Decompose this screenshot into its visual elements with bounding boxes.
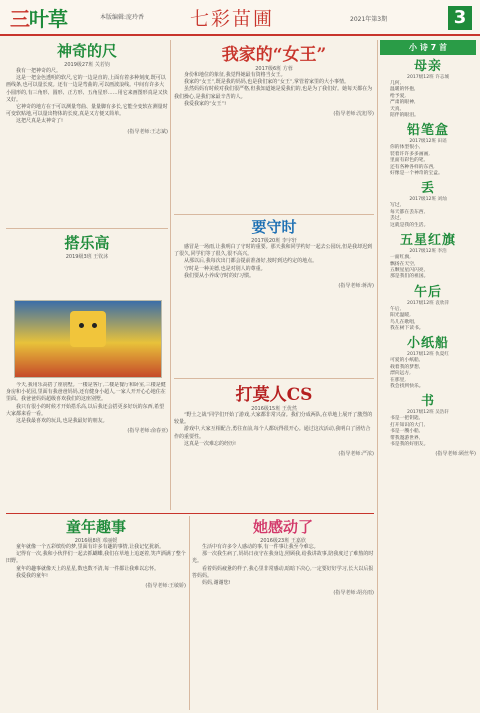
poem-line: 好像是一个神奇的宝盒。 xyxy=(390,171,443,177)
poem-line: 打开知识的大门, xyxy=(390,422,426,428)
paragraph: 我家的“女王”,既是我的妈妈,也是我们家的“女王”,掌管着家里的大小事情。 xyxy=(184,79,349,86)
poems-column xyxy=(380,40,476,710)
poem-line: 带我遨游世界, xyxy=(390,435,421,441)
poem-line: 那是我们的祖国。 xyxy=(390,274,429,280)
poem-line: 每天都在丢东西, xyxy=(390,209,426,215)
poem-line: 可爱的小纸船, xyxy=(390,358,421,364)
paragraph: 这真是一次难忘的经历! xyxy=(184,440,237,447)
teacher-signature: (指导老师:顾丝华) xyxy=(435,451,476,458)
poems-list xyxy=(380,55,476,448)
paragraph: 虽然妈妈有时候对我们很严格,但我知道她是爱我们的,也是为了我们好。她每天都在为我们操心,是我们家最辛苦的人。 xyxy=(174,86,373,100)
poem-item xyxy=(380,119,476,177)
page-header xyxy=(0,0,480,36)
article-childhood xyxy=(6,516,186,710)
paragraph: 我只有很小的时候才开始搭乐高,以后我还会搭更多好玩的东西,希望大家都来看一看。 xyxy=(6,403,165,417)
poem-line: 几何, xyxy=(390,81,402,86)
article-touched xyxy=(192,516,374,710)
lego-photo xyxy=(14,300,162,378)
article-title: 我家的“女王” xyxy=(221,45,327,65)
article-author: 2016级23班 王嘉欣 xyxy=(260,538,306,544)
article-author: 2019级3班 王钦沐 xyxy=(65,254,109,260)
article-title: 搭乐高 xyxy=(64,234,110,252)
teacher-signature: (指导老师:胡亮雨) xyxy=(333,590,374,597)
poem-author: 2017级12班 李浩 xyxy=(409,249,447,255)
article-title: 她感动了 xyxy=(252,518,313,536)
poem-item xyxy=(380,332,476,390)
paragraph: 那一次我生病了,妈妈日夜守在我身边,照顾我,给我讲故事,陪我度过了难熬的时光。 xyxy=(192,551,374,565)
article-queen xyxy=(174,40,374,212)
paragraph: 从那以后,我每次出门都会提前准备好,按时到达约定的地点。 xyxy=(184,258,318,265)
poem-title: 铅笔盒 xyxy=(406,123,449,139)
paragraph: 这把尺真是太神奇了! xyxy=(16,118,64,125)
poem-line: 书是一艘小船, xyxy=(390,429,421,435)
poem-author: 2017级12班 刘灿 xyxy=(409,197,447,203)
article-title: 神奇的尺 xyxy=(56,42,117,60)
poem-line: 阳光温暖, xyxy=(390,313,411,319)
teacher-signature: (指导老师:蒋涛) xyxy=(338,283,374,290)
poem-line: 丢过, xyxy=(390,216,402,222)
section-title: 七彩苗圃 xyxy=(190,8,275,30)
paragraph: 童年的趣事就像天上的星星,数也数不清,每一件都让我难以忘怀。 xyxy=(16,565,160,572)
paragraph: 记得有一次,我和小伙伴们一起去抓蝴蝶,我们在草地上追逐着,笑声洒满了整个田野。 xyxy=(6,551,186,565)
poem-author: 2017级12班 袁欣萍 xyxy=(407,300,449,306)
article-magic-ruler xyxy=(6,40,168,225)
page-number: 3 xyxy=(448,6,472,30)
poem-item xyxy=(380,177,476,229)
paragraph: 身份和地位的象征,我觉得她最有资格当女王。 xyxy=(184,72,286,78)
article-lego-body xyxy=(6,382,168,510)
poem-line: 漂向远方, xyxy=(390,371,411,377)
article-title: 打莫人CS xyxy=(235,385,313,405)
poem-line: 给予爱, xyxy=(390,93,406,99)
poem-line: 鸟儿在歌唱, xyxy=(390,319,416,325)
poem-item xyxy=(380,229,476,281)
poem-line: 这就是我的生活。 xyxy=(390,222,429,228)
article-title: 要守时 xyxy=(251,218,297,236)
poem-line: 温暖的怀抱, xyxy=(390,87,416,93)
paragraph: 我们要从小养成守时的好习惯。 xyxy=(184,272,255,279)
article-title: 童年趣事 xyxy=(65,518,126,536)
paragraph: 游戏中,大家互相配合,勇往直前,每个人都玩得很开心。通过这次活动,我明白了团结合作的重要性。 xyxy=(174,426,371,440)
poem-line: 载着我的梦想, xyxy=(390,364,421,370)
teacher-signature: (指导老师:严浓) xyxy=(338,451,374,458)
newspaper-logo: 三叶草 xyxy=(10,7,67,31)
paragraph: 我有一把神奇的尺。 xyxy=(16,68,62,74)
poem-item xyxy=(380,281,476,333)
article-author: 2017级20班 李宇轩 xyxy=(251,238,297,244)
poem-line: 里面有彩色的笔, xyxy=(390,158,426,164)
poem-title: 小纸船 xyxy=(406,336,449,352)
paragraph: 妈妈,谢谢您! xyxy=(202,580,231,587)
paragraph: 它神奇的地方在于可以测量弯曲、量量脚有多长,它能全变软在测量时可变软贴地,可以量出物体的长度,真是又方便又简单。 xyxy=(6,104,168,118)
teacher-signature: (指导老师:俞春亚) xyxy=(127,428,168,435)
poem-line: 在那里, xyxy=(390,377,406,383)
poem-author: 2017级12班 许志城 xyxy=(407,75,449,80)
poem-author: 2017级12班 田谣 xyxy=(409,139,447,145)
teacher-signature: (指导老师:王敏娇) xyxy=(145,583,186,590)
article-punctual xyxy=(174,216,374,376)
paragraph: 感冒是一场雨,让我明白了守时的重要。那天我和同学约好一起去公园玩,但是我却迟到了很久,同学们等了很久,很不高兴。 xyxy=(174,244,373,258)
poem-title: 书 xyxy=(420,394,435,410)
poem-line: 书是一把钥匙, xyxy=(390,416,421,422)
paragraph: 看着妈妈疲惫的样子,我心里非常感动,暗暗下决心,一定要好好学习,长大以后报答妈妈。 xyxy=(192,565,374,579)
poem-line: 天真, xyxy=(390,106,402,112)
poem-line: 陪伴的眼泪。 xyxy=(390,113,419,119)
poem-line: 写过, xyxy=(390,203,402,209)
poem-title: 五星红旗 xyxy=(399,233,456,249)
article-author: 2016级8班 邓丽媛 xyxy=(74,538,118,544)
paragraph: 守时是一种美德,也是对别人的尊重。 xyxy=(184,265,266,272)
teacher-signature: (指导老师:沈旭琴) xyxy=(333,111,374,118)
poem-line: 我在树下读书。 xyxy=(390,325,424,331)
teacher-signature: (指导老师:王志斌) xyxy=(127,128,168,135)
poem-line: 一面红旗, xyxy=(390,255,411,261)
poem-item xyxy=(380,390,476,448)
poem-title: 午后 xyxy=(413,284,442,300)
poem-line: 你的体型很小, xyxy=(390,145,421,151)
poem-item xyxy=(380,55,476,119)
poem-line: 午后, xyxy=(390,306,402,312)
poems-banner: 小 诗 7 首 xyxy=(380,40,476,55)
issue-date: 2021年第3期 xyxy=(350,16,388,23)
paragraph: 生活中有许多令人感动的事,有一件事让我至今难忘。 xyxy=(202,544,319,550)
paragraph: 我爱我的童年! xyxy=(16,572,49,579)
paragraph: “野土之战”同学们开始了游戏,大家都非常兴奋。我们分成两队,在草地上展开了激烈的较量。 xyxy=(174,412,373,426)
article-author: 2019级27班 关若钧 xyxy=(64,62,110,68)
poem-title: 丢 xyxy=(420,181,435,197)
poem-line: 我会找到快乐。 xyxy=(390,383,424,389)
poem-line: 五颗星星闪闪亮, xyxy=(390,267,426,273)
paragraph: 这是我最喜欢的玩具,也是我最好的朋友。 xyxy=(16,418,108,425)
poem-line: 书是我的好朋友。 xyxy=(390,442,429,447)
poem-author: 2017级12班 吴浩轩 xyxy=(407,410,449,416)
poem-line: 还有各种各样的东西, xyxy=(390,164,435,170)
paragraph: 童年就像一个五彩缤纷的梦,里面有许多有趣的事情,让我记忆犹新。 xyxy=(16,544,165,550)
paragraph: 今天,我用乐高搭了座别墅。一楼是客厅,二楼是餐厅和卧室,三楼是健身房和小花园,里面有我爸爸妈妈,还有健身小超人,一家人开开心心地住在里面。我爸爸妈妈超级喜欢我们的这座别墅。 xyxy=(6,382,166,403)
paragraph: 这是一把金色透明的软尺,它的一边是直的,上面有着多种刻度,既可以画线条,也可以量长度。还有一边是弯曲的,可以画波浪线。中间有许多大小圆形的,有三角形、圆形、正方形、五角星形……用它来画图形真是又快又好。 xyxy=(6,75,168,103)
poem-line: 装着许许多多画画, xyxy=(390,151,430,157)
article-author: 2016级15班 王优然 xyxy=(251,406,297,412)
article-author: 2017级6班 方蓉 xyxy=(255,66,293,72)
poem-author: 2017级12班 仇夏红 xyxy=(407,352,449,358)
poem-line: 严肃的眼神, xyxy=(390,100,416,106)
paragraph: 我爱我家的“女王”! xyxy=(184,100,227,107)
editor-line: 本版编辑:庞玲香 xyxy=(100,14,145,21)
poem-line: 飘扬在天空, xyxy=(390,261,416,267)
article-cs xyxy=(174,380,374,510)
poem-title: 母亲 xyxy=(413,59,442,74)
